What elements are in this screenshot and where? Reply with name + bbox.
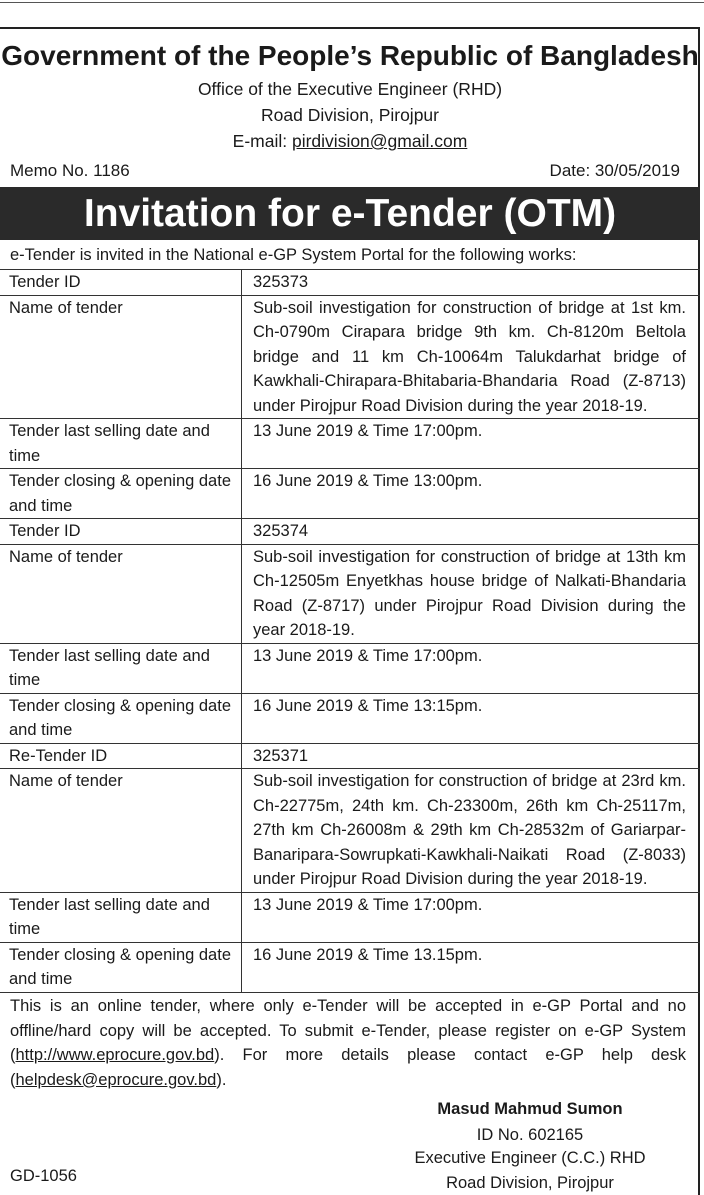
gd-number: GD-1056 — [10, 1167, 77, 1185]
signatory-name: Masud Mahmud Sumon — [437, 1100, 623, 1118]
table-row — [0, 270, 700, 296]
selling-date-label: Tender last selling date and time — [0, 892, 242, 942]
memo-number: Memo No. 1186 — [10, 161, 130, 180]
selling-date-label: Tender last selling date and time — [0, 643, 242, 693]
note-text-1: This is an online tender, where only e-Tender will be accepted in e-GP Portal and no offline/hard copy will be accepted. To submit e-Tender, please register on e-GP System ( — [10, 997, 686, 1064]
closing-date-value: 16 June 2019 & Time 13.15pm. — [242, 942, 701, 992]
email-link[interactable]: pirdivision@gmail.com — [291, 131, 468, 151]
table-row — [0, 469, 700, 519]
retender-id-value: 325371 — [242, 743, 701, 769]
selling-date-value: 13 June 2019 & Time 17:00pm. — [242, 643, 701, 693]
table-row — [0, 892, 700, 942]
memo-date: Date: 30/05/2019 — [549, 161, 680, 180]
tender-name-label: Name of tender — [0, 544, 242, 643]
online-tender-note — [10, 994, 686, 1092]
helpdesk-email-link[interactable]: helpdesk@eprocure.gov.bd — [15, 1070, 217, 1089]
note-text-3: ). — [216, 1070, 227, 1089]
note-text-2: ). For more details please contact e-GP help desk ( — [10, 1046, 686, 1089]
table-row — [0, 769, 700, 893]
closing-date-label: Tender closing & opening date and time — [0, 942, 242, 992]
table-row — [0, 519, 700, 545]
intro-text: e-Tender is invited in the National e-GP System Portal for the following works: — [10, 246, 577, 264]
tender-table — [0, 269, 700, 993]
table-row — [0, 295, 700, 419]
tender-name-value: Sub-soil investigation for construction of bridge at 23rd km. Ch-22775m, 24th km. Ch-23300m, 26th km Ch-25117m, 27th km Ch-26008m & 29th km Ch-28532m of Gariarpar-Banaripara-Sowrupkati-Kawkhali-Naikati Road (Z-8033) under Pirojpur Road Division during the year 2018-19. — [242, 769, 701, 893]
top-rule — [0, 2, 704, 3]
signatory-designation: Executive Engineer (C.C.) RHD — [414, 1149, 646, 1167]
table-row — [0, 693, 700, 743]
tender-name-value: Sub-soil investigation for construction of bridge at 1st km. Ch-0790m Cirapara bridge 9th km. Ch-8120m Beltola bridge and 11 km Ch-10064m Talukdarhat bridge of Kawkhali-Chirapara-Bhitabaria-Bhandaria Road (Z-8713) under Pirojpur Road Division during the year 2018-19. — [242, 295, 701, 419]
tender-id-value: 325373 — [242, 270, 701, 296]
closing-date-value: 16 June 2019 & Time 13:00pm. — [242, 469, 701, 519]
table-row — [0, 942, 700, 992]
notice-banner: Invitation for e-Tender (OTM) — [0, 187, 700, 240]
tender-id-value: 325374 — [242, 519, 701, 545]
division-line: Road Division, Pirojpur — [261, 105, 439, 125]
eprocure-link[interactable]: http://www.eprocure.gov.bd — [15, 1046, 215, 1064]
tender-name-label: Name of tender — [0, 769, 242, 893]
table-row — [0, 743, 700, 769]
table-row — [0, 643, 700, 693]
signatory-id: ID No. 602165 — [476, 1126, 584, 1144]
table-row — [0, 544, 700, 643]
tender-name-label: Name of tender — [0, 295, 242, 419]
email-line — [0, 131, 700, 152]
tender-id-label: Tender ID — [0, 270, 242, 296]
government-title: Government of the People’s Republic of Bangladesh — [1, 40, 699, 71]
office-line: Office of the Executive Engineer (RHD) — [197, 79, 503, 99]
tender-name-value: Sub-soil investigation for construction of bridge at 13th km Ch-12505m Enyetkhas house bridge of Nalkati-Bhandaria Road (Z-8717) under Pirojpur Road Division during the year 2018-19. — [242, 544, 701, 643]
closing-date-value: 16 June 2019 & Time 13:15pm. — [242, 693, 701, 743]
closing-date-label: Tender closing & opening date and time — [0, 693, 242, 743]
signatory-division: Road Division, Pirojpur — [446, 1174, 614, 1192]
selling-date-value: 13 June 2019 & Time 17:00pm. — [242, 892, 701, 942]
selling-date-label: Tender last selling date and time — [0, 419, 242, 469]
tender-id-label: Tender ID — [0, 519, 242, 545]
table-row — [0, 419, 700, 469]
selling-date-value: 13 June 2019 & Time 17:00pm. — [242, 419, 701, 469]
email-label: E-mail: — [232, 131, 292, 151]
retender-id-label: Re-Tender ID — [0, 743, 242, 769]
closing-date-label: Tender closing & opening date and time — [0, 469, 242, 519]
